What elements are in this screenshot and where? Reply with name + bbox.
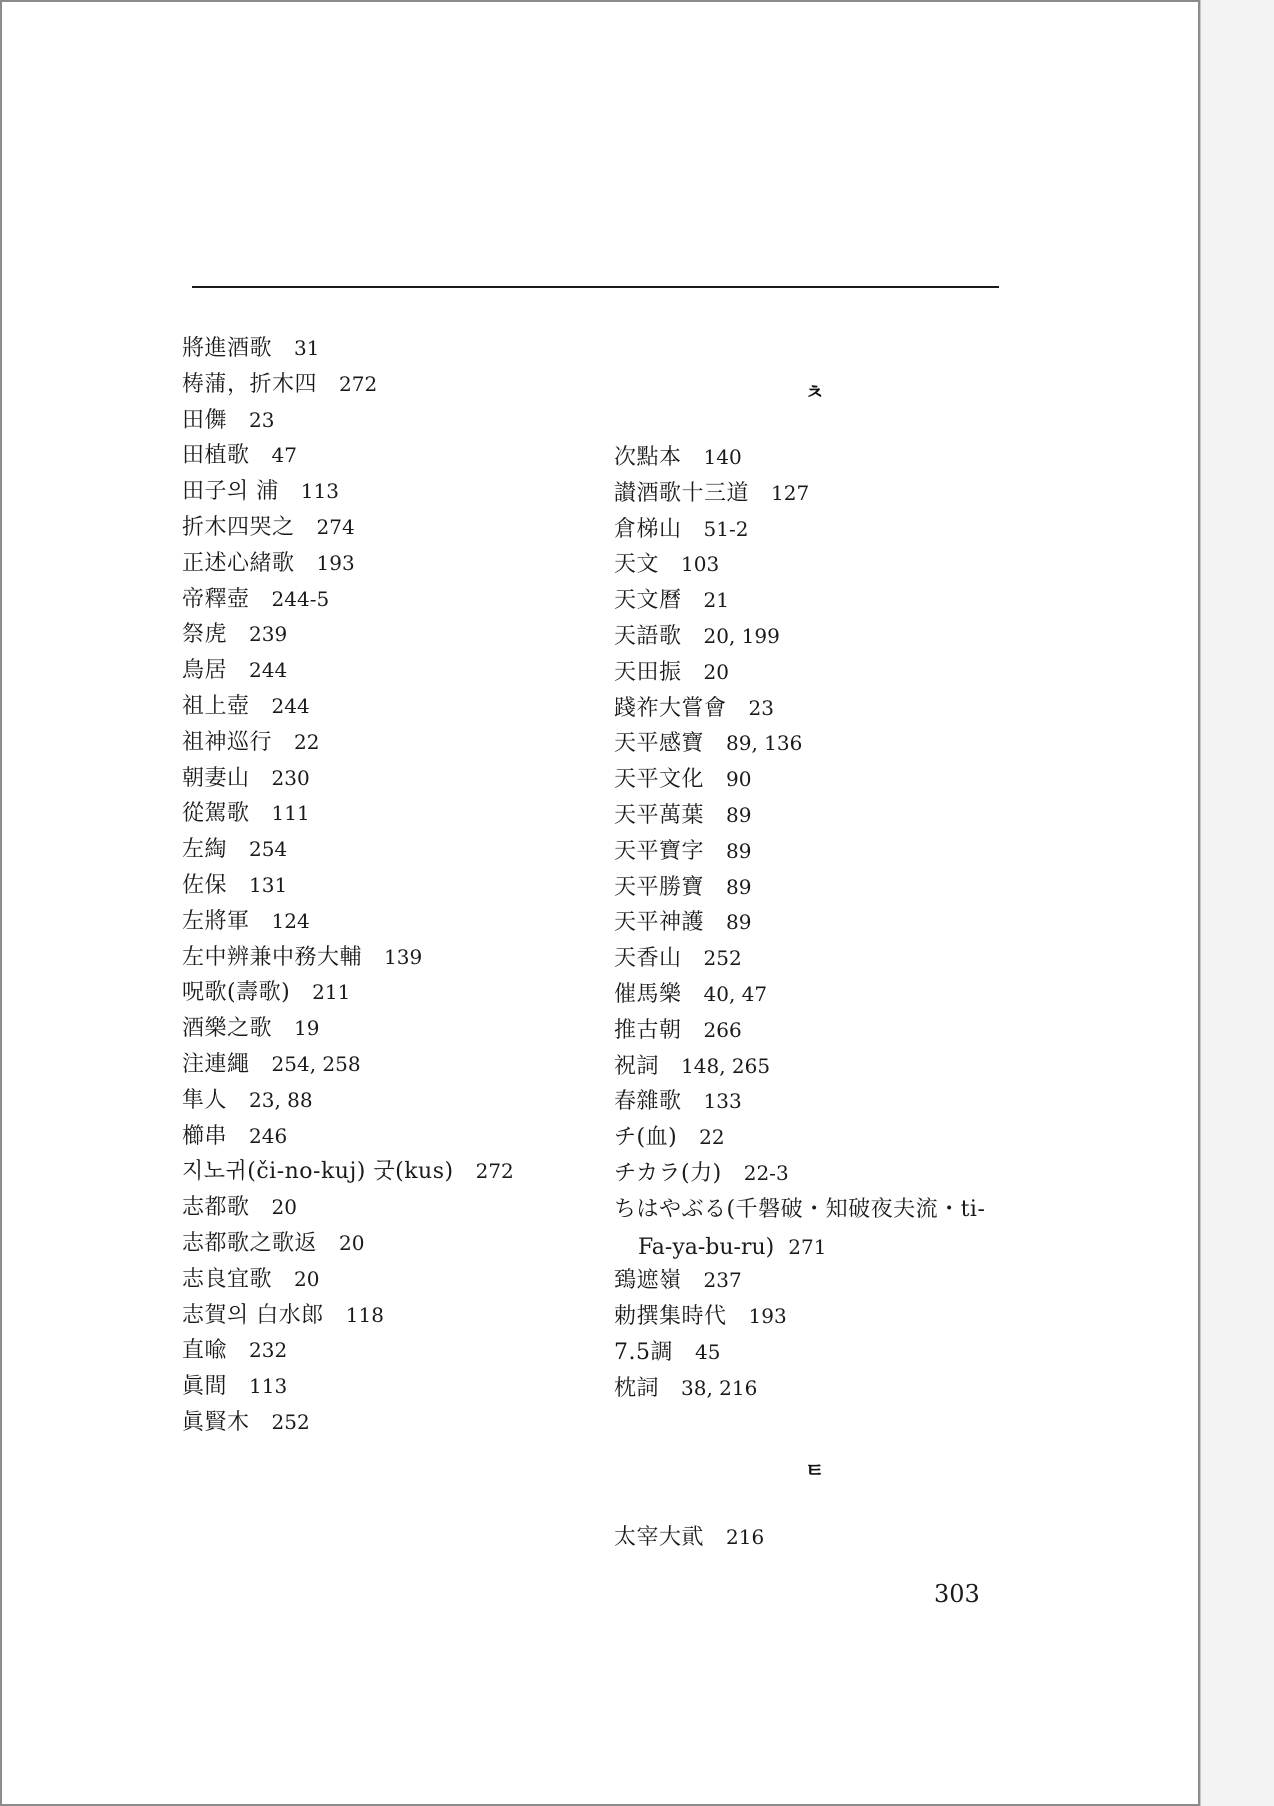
index-entry (614, 801, 751, 830)
index-pages: 230 (271, 765, 310, 790)
index-pages: 244-5 (271, 586, 330, 611)
index-term: 太宰大貮 (614, 1525, 705, 1550)
index-entry (182, 334, 319, 363)
section-heading-tieut: ㅌ (805, 1458, 825, 1482)
index-term: 左綯 (182, 837, 228, 863)
index-entry (182, 943, 422, 972)
index-term: 勅撰集時代 (614, 1304, 727, 1330)
index-pages: 89 (726, 910, 752, 935)
index-term: 推古朝 (614, 1017, 682, 1043)
index-pages: 266 (703, 1017, 742, 1042)
index-term: 枕詞 (614, 1375, 660, 1401)
index-term: 天文 (614, 552, 660, 578)
index-term: 眞間 (182, 1374, 228, 1400)
index-term: ちはやぶる(千磐破・知破夜夫流・ti- (614, 1196, 986, 1222)
index-term: 直喩 (182, 1338, 228, 1364)
index-term: 注連繩 (182, 1052, 250, 1077)
index-term: 眞賢木 (182, 1410, 250, 1435)
index-pages: 103 (681, 552, 720, 577)
index-entry (182, 764, 310, 793)
index-pages: 20 (294, 1266, 320, 1291)
index-entry (182, 1122, 287, 1151)
index-term: 7.5調 (614, 1340, 673, 1365)
index-pages: 20 (271, 1195, 297, 1220)
index-pages: 252 (703, 946, 742, 971)
index-pages: 272 (475, 1159, 514, 1184)
index-term: 祭虎 (182, 622, 228, 648)
index-pages: 23, 88 (249, 1087, 313, 1112)
index-entry (182, 728, 319, 757)
section-heading-chi: ㅊ (805, 380, 825, 404)
index-pages: 113 (249, 1374, 288, 1399)
index-entry (182, 978, 350, 1007)
index-entry (614, 479, 809, 508)
index-entry (614, 1302, 787, 1331)
continuation-pages: 271 (788, 1235, 827, 1259)
index-term: 左將軍 (182, 908, 250, 934)
page-number: 303 (934, 1580, 980, 1608)
index-entry (614, 765, 751, 794)
index-pages: 140 (703, 445, 742, 469)
index-entry (614, 1266, 742, 1295)
index-pages: 124 (271, 908, 310, 933)
index-entry (182, 620, 287, 649)
index-pages: 127 (771, 480, 810, 505)
index-pages: 19 (294, 1016, 320, 1041)
index-pages: 89, 136 (726, 731, 803, 756)
index-term: 春雜歌 (614, 1089, 682, 1115)
index-entry (182, 835, 287, 864)
index-term: チ(血) (614, 1125, 678, 1151)
index-term: 天平文化 (614, 767, 705, 793)
index-term: 讃酒歌十三道 (614, 480, 750, 506)
index-entry (614, 1087, 742, 1116)
index-term: 지노귀(či-no-kuj) 굿(kus) (182, 1159, 454, 1185)
index-entry (182, 1157, 514, 1186)
index-pages: 131 (249, 873, 288, 897)
index-entry (182, 1372, 287, 1401)
index-entry (182, 1193, 297, 1222)
index-pages: 139 (384, 944, 423, 969)
index-entry (614, 586, 729, 615)
index-entry (182, 1229, 364, 1258)
index-term: 天平感寶 (614, 731, 705, 757)
index-pages: 40, 47 (703, 982, 768, 1006)
index-entry (614, 1195, 1007, 1224)
index-term: 天平萬葉 (614, 803, 705, 828)
index-term: 祝詞 (614, 1053, 660, 1079)
index-pages: 239 (249, 622, 288, 647)
index-entry (614, 658, 729, 687)
index-term: 志都歌之歌返 (182, 1231, 318, 1256)
index-entry (182, 1014, 319, 1043)
index-pages: 244 (249, 658, 288, 683)
index-entry (182, 871, 287, 900)
index-entry (182, 799, 310, 828)
index-pages: 118 (345, 1302, 384, 1327)
index-pages: 51-2 (703, 516, 749, 541)
index-entry (614, 837, 751, 866)
index-term: チカラ(力) (614, 1161, 722, 1186)
index-pages: 23 (249, 407, 275, 432)
index-entry (614, 873, 751, 902)
index-pages: 232 (249, 1338, 288, 1363)
index-term: 梼蒲，折木四 (182, 371, 318, 397)
index-pages: 47 (271, 443, 297, 468)
index-pages: 20 (339, 1231, 365, 1255)
index-entry (614, 443, 742, 472)
index-entry (614, 1523, 764, 1552)
index-term: 志賀의 白水郎 (182, 1302, 324, 1328)
index-entry (182, 1050, 361, 1079)
viewer-margin (1200, 0, 1274, 1806)
index-term: 朝妻山 (182, 765, 250, 791)
index-pages: 89 (726, 838, 752, 863)
index-entry (614, 1123, 725, 1152)
index-entry (614, 729, 802, 758)
index-pages: 254 (249, 837, 288, 862)
index-entry (614, 980, 767, 1009)
index-term: 志良宜歌 (182, 1266, 273, 1292)
index-entry (182, 549, 355, 578)
index-term: 折木四哭之 (182, 515, 295, 540)
index-pages: 21 (703, 588, 729, 613)
index-term: 踐祚大嘗會 (614, 695, 727, 721)
index-term: 天田振 (614, 659, 682, 685)
header-rule (192, 286, 999, 288)
index-pages: 133 (703, 1089, 742, 1114)
index-term: 次點本 (614, 445, 682, 470)
index-pages: 113 (300, 479, 339, 504)
index-term: 帝釋壺 (182, 586, 250, 612)
index-entry (182, 1336, 287, 1365)
index-term: 田儛 (182, 407, 228, 433)
index-term: 祖神巡行 (182, 729, 273, 755)
index-pages: 274 (316, 515, 355, 539)
index-pages: 193 (748, 1304, 787, 1329)
index-entry (614, 1374, 757, 1403)
index-term: 天語歌 (614, 624, 682, 649)
index-pages: 216 (726, 1525, 765, 1549)
continuation-line (638, 1233, 826, 1262)
index-pages: 246 (249, 1123, 288, 1148)
index-pages: 211 (312, 980, 351, 1005)
index-term: 隼人 (182, 1087, 228, 1113)
index-term: 從駕歌 (182, 801, 250, 827)
index-pages: 272 (339, 371, 378, 396)
index-term: 志都歌 (182, 1195, 250, 1221)
index-entry (614, 944, 742, 973)
index-entry (614, 1159, 789, 1188)
index-pages: 22-3 (743, 1161, 789, 1185)
index-entry (182, 1301, 384, 1330)
index-term: 正述心緒歌 (182, 550, 295, 576)
index-entry (182, 370, 377, 399)
index-pages: 31 (294, 336, 320, 360)
index-pages: 22 (699, 1125, 725, 1150)
index-term: 天平勝寶 (614, 874, 705, 900)
index-entry (182, 1408, 310, 1437)
index-term: 祖上壺 (182, 694, 250, 719)
index-entry (614, 550, 719, 579)
index-entry (614, 1052, 770, 1081)
index-pages: 45 (695, 1340, 721, 1364)
index-entry (614, 1338, 720, 1367)
index-pages: 252 (271, 1410, 310, 1434)
index-pages: 244 (271, 694, 310, 718)
index-pages: 90 (726, 767, 752, 792)
index-entry (182, 907, 310, 936)
index-pages: 111 (271, 801, 310, 826)
index-pages: 89 (726, 803, 752, 827)
index-term: 天文曆 (614, 588, 682, 614)
index-term: 倉梯山 (614, 516, 682, 542)
index-entry (614, 1016, 742, 1045)
index-term: 田子의 浦 (182, 479, 279, 505)
index-pages: 20 (703, 659, 729, 684)
index-entry (182, 692, 310, 721)
continuation-text: Fa-ya-bu-ru) (638, 1235, 775, 1260)
index-term: 天平神護 (614, 910, 705, 936)
index-pages: 254, 258 (271, 1052, 361, 1076)
index-entry (614, 622, 780, 651)
index-entry (182, 441, 297, 470)
index-entry (182, 656, 287, 685)
index-term: 鵄遮嶺 (614, 1268, 682, 1294)
index-entry (182, 406, 274, 435)
index-pages: 89 (726, 874, 752, 899)
index-term: 酒樂之歌 (182, 1016, 273, 1042)
index-term: 鳥居 (182, 658, 228, 684)
index-entry (182, 513, 355, 542)
index-term: 櫛串 (182, 1123, 228, 1149)
index-entry (614, 694, 774, 723)
index-term: 呪歌(壽歌) (182, 980, 291, 1006)
index-term: 天平寶字 (614, 838, 705, 864)
index-pages: 38, 216 (681, 1375, 758, 1400)
index-pages: 148, 265 (681, 1053, 771, 1078)
index-entry (182, 1086, 313, 1115)
index-term: 田植歌 (182, 443, 250, 469)
index-pages: 20, 199 (703, 624, 780, 648)
index-entry (182, 477, 339, 506)
index-pages: 23 (748, 695, 774, 720)
index-term: 催馬樂 (614, 982, 682, 1007)
index-term: 佐保 (182, 873, 228, 898)
index-entry (182, 1265, 319, 1294)
index-entry (614, 515, 748, 544)
index-entry (614, 908, 751, 937)
index-term: 將進酒歌 (182, 336, 273, 361)
index-pages: 22 (294, 729, 320, 754)
index-entry (182, 585, 329, 614)
index-term: 天香山 (614, 946, 682, 972)
index-pages: 237 (703, 1268, 742, 1293)
index-pages: 193 (316, 550, 355, 575)
index-term: 左中辨兼中務大輔 (182, 944, 363, 970)
